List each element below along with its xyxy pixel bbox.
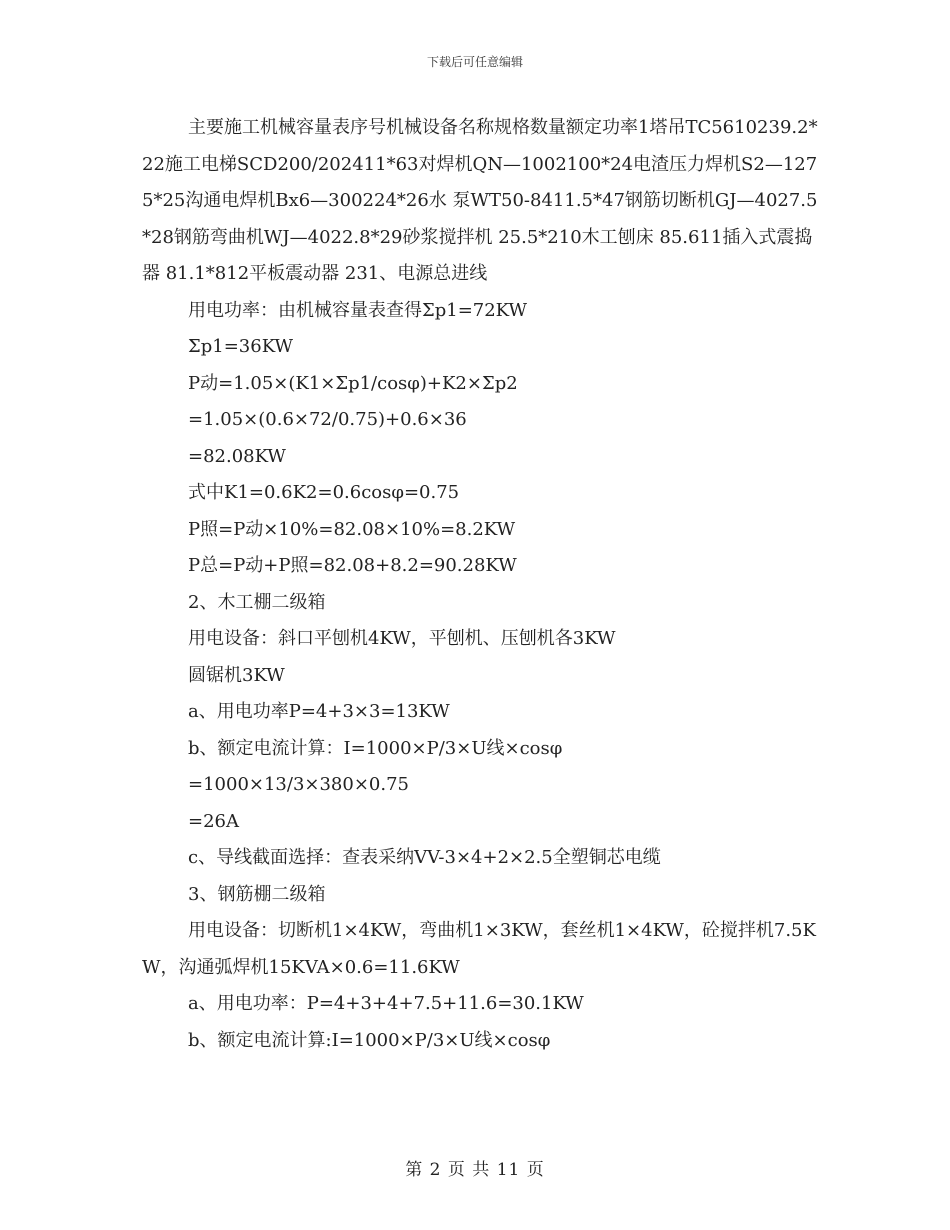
section-heading: 3、钢筋棚二级箱 (188, 883, 326, 905)
text-line: b、额定电流计算:I=1000×P/3×U线×cosφ (188, 1029, 551, 1051)
text-line: a、用电功率P=4+3×3=13KW (188, 701, 450, 722)
text-line: =26A (188, 810, 239, 832)
text-line: 式中K1=0.6K2=0.6cosφ=0.75 (188, 482, 460, 503)
text-line: b、额定电流计算：I=1000×P/3×U线×cosφ (188, 737, 563, 759)
page-number-footer: 第 2 页 共 11 页 (405, 1160, 545, 1180)
equipment-paragraph: 主要施工机械容量表序号机械设备名称规格数量额定功率1塔吊TC5610239.2*22施工电梯SCD200/202411*63对焊机QN—1002100*24电渣压力焊机S2—1275*25沟通电焊机Bx6—300224*26水 泵WT50-8411.5*47钢筋切断机GJ—4027.5*28钢筋弯曲机WJ—4022.8*29砂浆搅拌机 25.5*210木工刨床 85.611插入式震捣器 81.1*812平板震动器 231、电源总进线 (142, 117, 818, 284)
page-header: 下载后可任意编辑 (426, 55, 523, 69)
text-line: c、导线截面选择：查表采纳VV-3×4+2×2.5全塑铜芯电缆 (188, 847, 661, 868)
text-line: 用电功率：由机械容量表查得Σp1=72KW (188, 299, 527, 321)
text-line: 用电设备：斜口平刨机4KW，平刨机、压刨机各3KW (188, 628, 616, 649)
text-line: =82.08KW (188, 445, 286, 467)
text-line: P总=P动+P照=82.08+8.2=90.28KW (188, 555, 517, 576)
text-line: =1000×13/3×380×0.75 (188, 774, 409, 795)
text-line: 圆锯机3KW (188, 664, 285, 686)
text-line: Σp1=36KW (188, 336, 293, 357)
section-heading: 2、木工棚二级箱 (188, 591, 326, 613)
text-line: P动=1.05×(K1×Σp1/cosφ)+K2×Σp2 (188, 372, 518, 394)
equipment-list-paragraph: 用电设备：切断机1×4KW，弯曲机1×3KW，套丝机1×4KW，砼搅拌机7.5KW，沟通弧焊机15KVA×0.6=11.6KW (142, 920, 816, 978)
text-line: =1.05×(0.6×72/0.75)+0.6×36 (188, 409, 467, 430)
text-line: P照=P动×10%=82.08×10%=8.2KW (188, 518, 516, 540)
document-body (142, 110, 822, 1059)
text-line: a、用电功率：P=4+3+4+7.5+11.6=30.1KW (188, 993, 584, 1014)
